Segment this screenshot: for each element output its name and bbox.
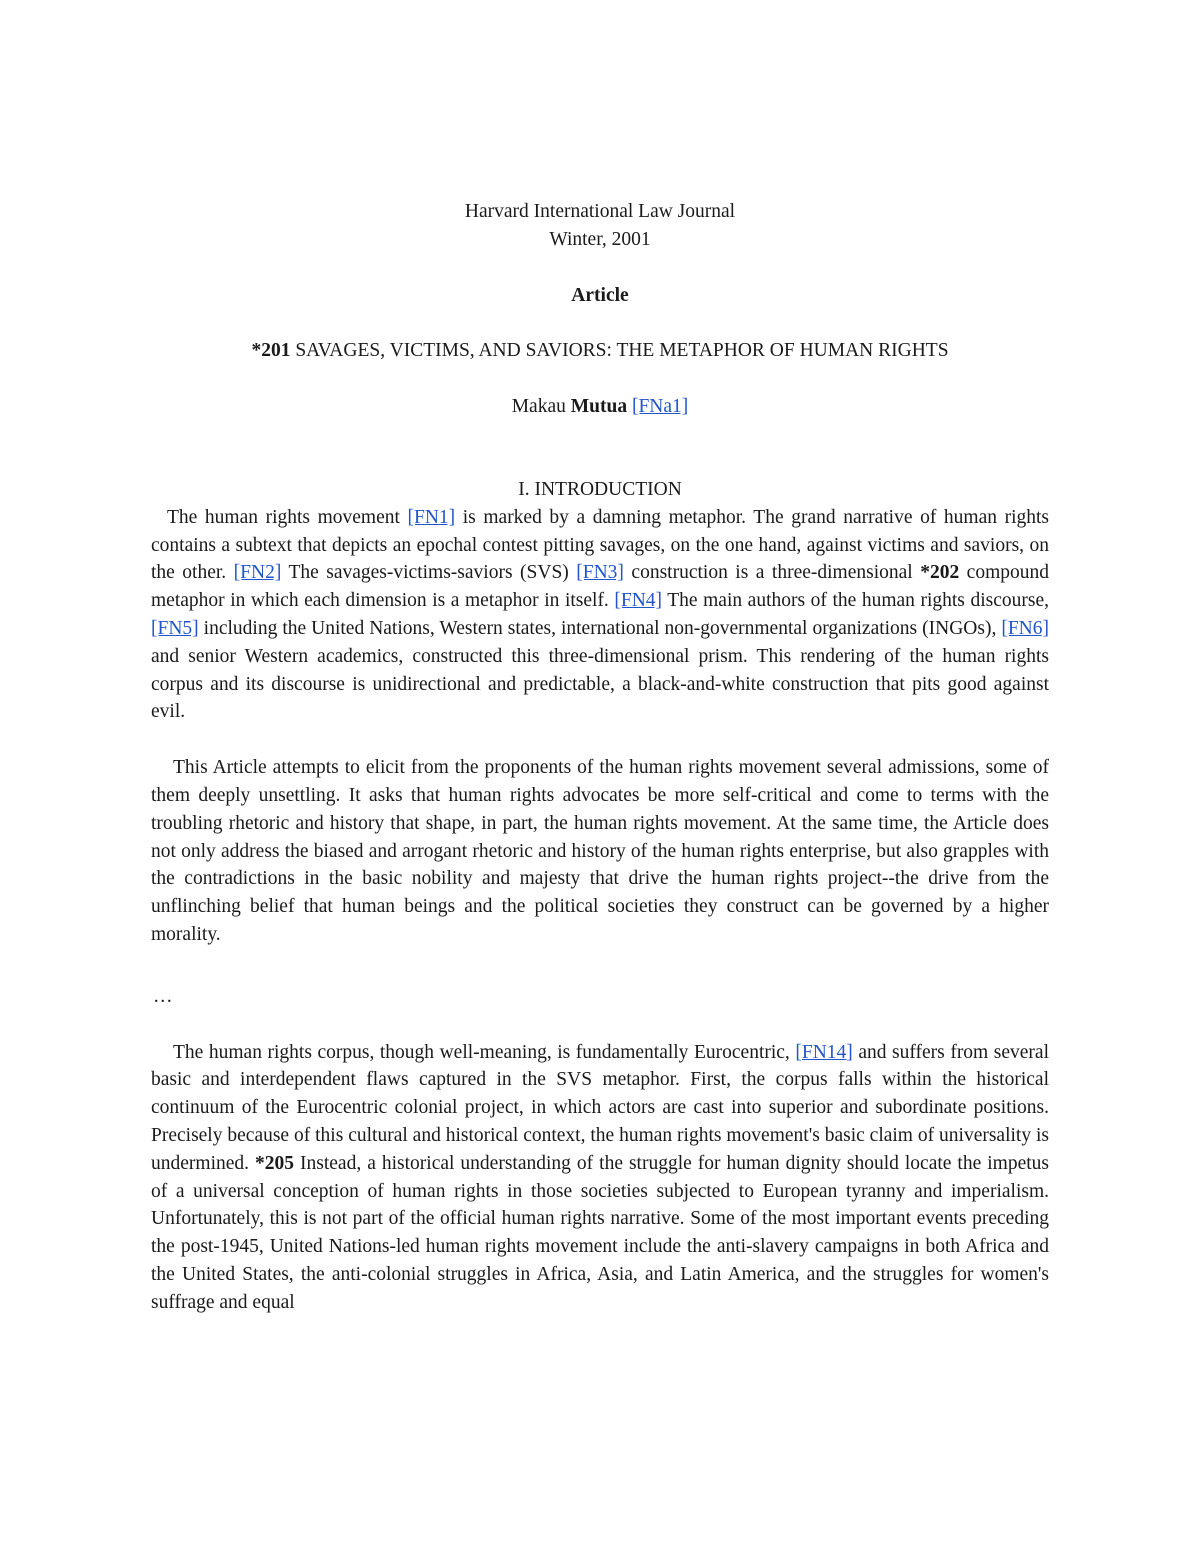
- star-page-205: *205: [255, 1152, 295, 1174]
- p1-text-8: and senior Western academics, constructed this three-dimensional prism. This rendering of the human rights corpus and its discourse is unidirectional and predictable, a black-and-white construction that pits good against evil.: [151, 645, 1049, 723]
- footnote-link-fn14[interactable]: [FN14]: [795, 1041, 853, 1063]
- footnote-link-fn5[interactable]: [FN5]: [151, 617, 199, 639]
- footnote-link-fn1[interactable]: [FN1]: [407, 506, 456, 528]
- p1-text-2: is marked by a damning metaphor. The grand narrative of human rights contains a subtext that depicts an epochal contest pitting savages, on the one hand, against victims and saviors, on the other.: [151, 506, 1049, 584]
- p1-text-1: The human rights movement: [167, 506, 408, 528]
- paragraph-1: [151, 504, 1049, 726]
- footnote-link-fn6[interactable]: [FN6]: [1001, 617, 1049, 639]
- article-label: Article: [571, 284, 629, 306]
- ellipsis: …: [153, 985, 173, 1007]
- footnote-link-fn4[interactable]: [FN4]: [614, 590, 663, 612]
- paragraph-2: This Article attempts to elicit from the proponents of the human rights movement several admissions, some of them deeply unsettling. It asks that human rights advocates be more self-critical and come to terms with the troubling rhetoric and history that shape, in part, the human rights movement. At the same time, the Article does not only address the biased and arrogant rhetoric and history of the human rights enterprise, but also grapples with the contradictions in the basic nobility and majesty that drive the human rights project--the drive from the unflinching belief that human beings and the political societies they construct can be governed by a higher morality.: [151, 757, 1049, 945]
- p1-text-3: The savages-victims-saviors (SVS): [281, 562, 577, 584]
- journal-date: Winter, 2001: [549, 228, 651, 250]
- author-first-name: Makau: [511, 396, 571, 418]
- author-last-name: Mutua: [570, 396, 628, 418]
- paragraph-3: [151, 1039, 1049, 1317]
- footnote-link-fn3[interactable]: [FN3]: [576, 562, 624, 584]
- journal-header: [151, 198, 1049, 254]
- p1-text-4: construction is a three-dimensional: [623, 562, 921, 584]
- p3-text-3: Instead, a historical understanding of the struggle for human dignity should locate the impetus of a universal conception of human rights in those societies subjected to European tyranny and imperialism. Unfortunately, this is not part of the official human rights narrative. Some of the most important events preceding the post-1945, United Nations-led human rights movement include the anti-slavery campaigns in both Africa and the United States, the anti-colonial struggles in Africa, Asia, and Latin America, and the struggles for women's suffrage and equal: [151, 1152, 1049, 1313]
- p1-text-6: The main authors of the human rights discourse,: [662, 590, 1049, 612]
- footnote-link-fna1[interactable]: [FNa1]: [631, 396, 689, 418]
- p1-text-7: including the United Nations, Western states, international non-governmental organizations (INGOs),: [198, 617, 1002, 639]
- p3-text-2: and suffers from several basic and interdependent flaws captured in the SVS metaphor. First, the corpus falls within the historical continuum of the Eurocentric colonial project, in which actors are cast into superior and subordinate positions. Precisely because of this cultural and historical context, the human rights movement's basic claim of universality is undermined.: [151, 1041, 1049, 1174]
- footnote-link-fn2[interactable]: [FN2]: [233, 562, 282, 584]
- p3-text-1: The human rights corpus, though well-meaning, is fundamentally Eurocentric,: [173, 1041, 796, 1063]
- journal-name: Harvard International Law Journal: [464, 201, 736, 222]
- title-text: SAVAGES, VICTIMS, AND SAVIORS: THE METAPHOR OF HUMAN RIGHTS: [290, 340, 949, 362]
- document-page: [151, 198, 1049, 1317]
- author-line: [151, 393, 1049, 421]
- article-title: [151, 337, 1049, 365]
- p1-text-5: compound metaphor in which each dimension is a metaphor in itself.: [151, 562, 1049, 612]
- star-page-202: *202: [920, 562, 960, 584]
- section-heading: I. INTRODUCTION: [518, 478, 682, 500]
- star-page-201: *201: [251, 340, 291, 362]
